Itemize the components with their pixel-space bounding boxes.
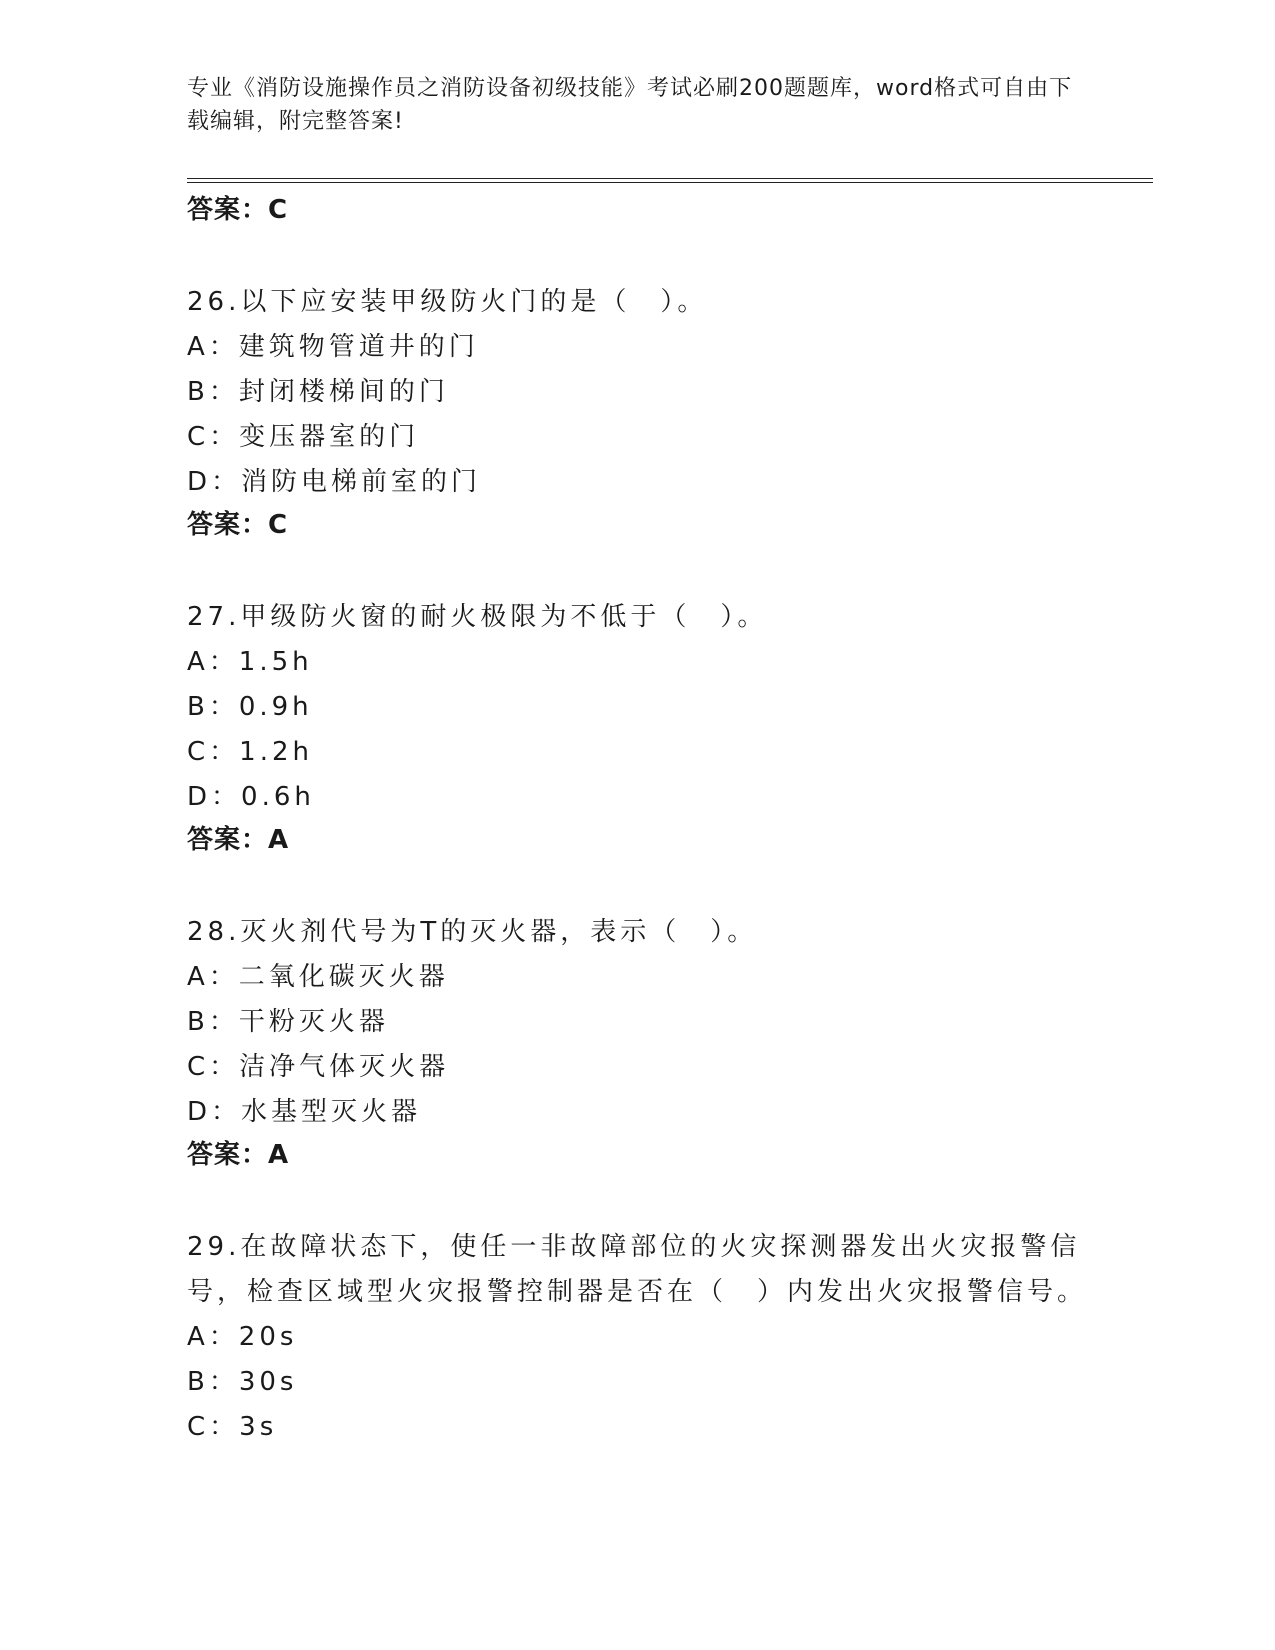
question-item — [187, 1225, 1087, 1450]
question-item — [187, 595, 1087, 860]
header-rule — [187, 178, 1153, 179]
option-c: C：1.2h — [187, 737, 313, 767]
option-d: D：消防电梯前室的门 — [187, 467, 482, 497]
document-header — [187, 72, 1087, 138]
option-a: A：建筑物管道井的门 — [187, 332, 479, 362]
option-b: B：0.9h — [187, 692, 313, 722]
question-stem: 28.灭火剂代号为T的灭火器，表示（ ）。 — [187, 917, 758, 947]
header-intro: 专业《消防设施操作员之消防设备初级技能》考试必刷200题题库，word格式可自由下载编辑，附完整答案! — [187, 76, 1073, 134]
question-stem: 29.在故障状态下，使任一非故障部位的火灾探测器发出火灾报警信号，检查区域型火灾报警控制器是否在（ ）内发出火灾报警信号。 — [187, 1232, 1088, 1307]
option-a: A：20s — [187, 1322, 298, 1352]
answer-line: 答案：C — [187, 195, 289, 225]
option-c: C：3s — [187, 1412, 278, 1442]
option-b: B：封闭楼梯间的门 — [187, 377, 449, 407]
answer-line: 答案：A — [187, 825, 290, 855]
option-d: D：水基型灭火器 — [187, 1097, 422, 1127]
question-stem: 26.以下应安装甲级防火门的是（ ）。 — [187, 287, 708, 317]
option-a: A：1.5h — [187, 647, 313, 677]
question-item — [187, 280, 1087, 545]
option-b: B：干粉灭火器 — [187, 1007, 389, 1037]
option-b: B：30s — [187, 1367, 298, 1397]
option-c: C：洁净气体灭火器 — [187, 1052, 450, 1082]
header-rule-double — [187, 182, 1153, 183]
option-a: A：二氧化碳灭火器 — [187, 962, 449, 992]
option-d: D：0.6h — [187, 782, 315, 812]
question-stem: 27.甲级防火窗的耐火极限为不低于（ ）。 — [187, 602, 768, 632]
option-c: C：变压器室的门 — [187, 422, 420, 452]
question-list — [187, 190, 1087, 1450]
answer-line: 答案：C — [187, 510, 289, 540]
question-item — [187, 910, 1087, 1175]
answer-line: 答案：A — [187, 1140, 290, 1170]
